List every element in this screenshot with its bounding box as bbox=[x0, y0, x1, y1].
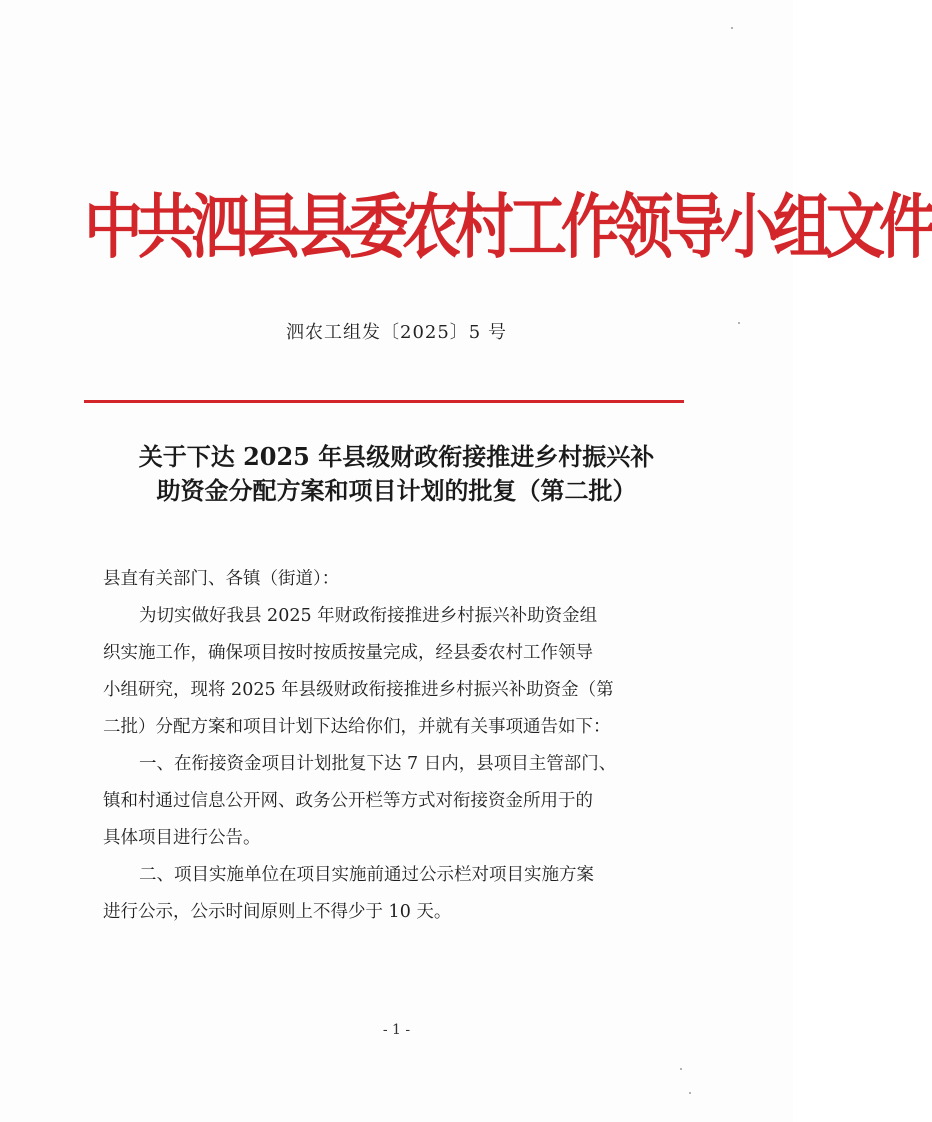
body-line: 小组研究，现将 2025 年县级财政衔接推进乡村振兴补助资金（第 bbox=[103, 680, 614, 700]
document-header-title: 中共泗县县委农村工作领导小组文件 bbox=[84, 185, 932, 268]
scan-speck bbox=[680, 1068, 682, 1070]
salutation: 县直有关部门、各镇（街道）： bbox=[103, 569, 340, 589]
scan-speck bbox=[731, 27, 733, 29]
red-divider-line bbox=[84, 400, 684, 403]
body-line: 二、项目实施单位在项目实施前通过公示栏对项目实施方案 bbox=[139, 865, 594, 885]
body-line: 进行公示，公示时间原则上不得少于 10 天。 bbox=[103, 902, 452, 922]
scan-speck bbox=[738, 322, 740, 324]
page-number: - 1 - bbox=[382, 1022, 411, 1038]
document-title bbox=[84, 440, 709, 508]
body-line: 一、在衔接资金项目计划批复下达 7 日内，县项目主管部门、 bbox=[139, 754, 617, 774]
document-number: 泗农工组发〔2025〕5 号 bbox=[286, 322, 507, 343]
document-title-line-1: 关于下达 2025 年县级财政衔接推进乡村振兴补 bbox=[138, 442, 655, 471]
document-title-line-2: 助资金分配方案和项目计划的批复（第二批） bbox=[156, 476, 637, 505]
body-line: 织实施工作，确保项目按时按质按量完成，经县委农村工作领导 bbox=[103, 643, 593, 663]
body-line: 镇和村通过信息公开网、政务公开栏等方式对衔接资金所用于的 bbox=[103, 791, 593, 811]
body-line: 二批）分配方案和项目计划下达给你们，并就有关事项通告如下： bbox=[103, 717, 611, 737]
body-line: 具体项目进行公告。 bbox=[103, 828, 261, 848]
body-line: 为切实做好我县 2025 年财政衔接推进乡村振兴补助资金组 bbox=[139, 606, 598, 626]
scan-speck bbox=[689, 1092, 691, 1094]
document-body bbox=[103, 561, 703, 931]
